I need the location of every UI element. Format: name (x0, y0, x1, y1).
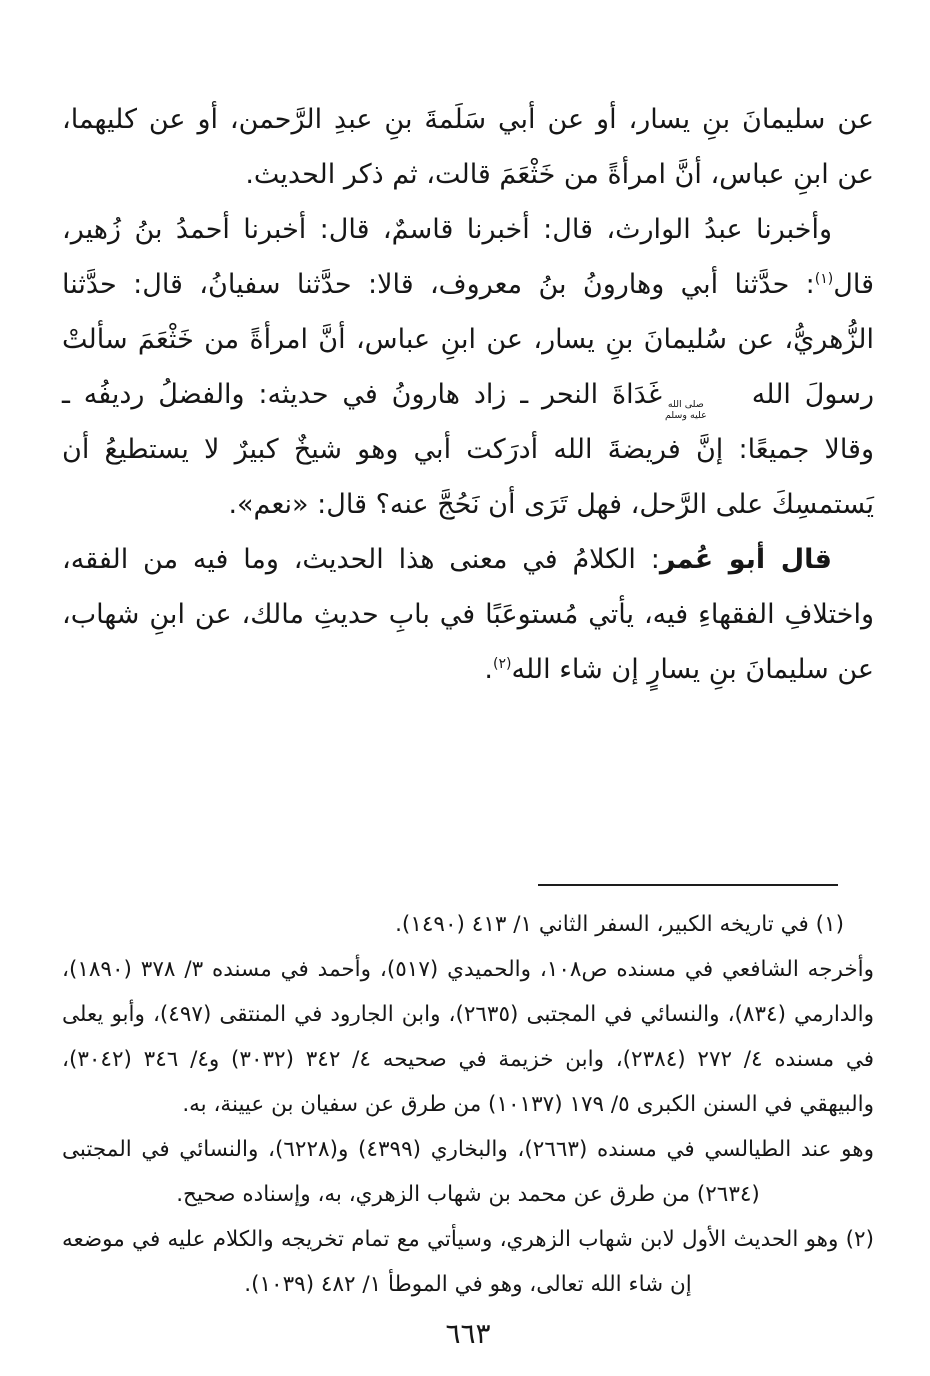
isnad-after-ref: : حدَّثنا أبي وهارونُ بنُ معروف، قالا: حدَّثنا سفيانُ، قال: حدَّثنا الزُّهريُّ، عن سُليمانَ بنِ يسار، عن ابنِ عباس، أنَّ امرأةً من خَثْعَمَ سألتْ رسولَ الله (62, 269, 874, 410)
footnote-separator-rule (538, 884, 838, 886)
page-number: ٦٦٣ (445, 1317, 491, 1350)
footnote-ref-1: (١) (814, 271, 834, 287)
isnad-before-ref: وأخبرنا عبدُ الوارث، قال: أخبرنا قاسمٌ، قال: أخبرنا أحمدُ بنُ زُهير، قال (62, 214, 874, 300)
footnote-ref-2: (٢) (493, 656, 512, 672)
main-text-block (62, 92, 874, 697)
paragraph-continuation: عن سليمانَ بنِ يسار، أو عن أبي سَلَمةَ بنِ عبدِ الرَّحمن، أو عن كليهما، عن ابنِ عباس، أنَّ امرأةً من خَثْعَمَ قالت، ثم ذكر الحديث. (62, 104, 874, 190)
honorific-saw-mark (665, 400, 749, 421)
footnotes-block (62, 902, 874, 1307)
speaker-name: قال أبو عُمر (659, 544, 832, 575)
commentary-text: : الكلامُ في معنى هذا الحديث، وما فيه من الفقه، واختلافِ الفقهاءِ فيه، يأتي مُستوعَبًا في بابِ حديثِ مالك، عن ابنِ شهاب، عن سليمانَ بنِ يسارٍ إن شاء الله (62, 544, 874, 685)
commentary-period: . (484, 654, 493, 685)
hadith-text: غَدَاةَ النحر ـ زاد هارونُ في حديثه: والفضلُ رديفُه ـ وقالا جميعًا: إنَّ فريضةَ الله أدرَكت أبي وهو شيخٌ كبيرٌ لا يستطيعُ أن يَستمسِكَ على الرَّحل، فهل تَرَى أن نَحُجَّ عنه؟ قال: «نعم». (62, 379, 874, 520)
footnote-2: (٢) وهو الحديث الأول لابن شهاب الزهري، وسيأتي مع تمام تخريجه والكلام عليه في موضعه إن شاء الله تعالى، وهو في الموطأ ١/ ٤٨٢ (١٠٣٩). (62, 1227, 874, 1297)
paragraph-commentary (62, 532, 874, 697)
paragraph-isnad (62, 202, 874, 532)
footnote-1-line-1: (١) في تاريخه الكبير، السفر الثاني ١/ ٤١٣ (١٤٩٠). (395, 912, 844, 937)
honorific-bottom: عليه وسلم (664, 409, 707, 421)
honorific-top: صلى الله (667, 399, 704, 410)
footnote-1-takhrij-2: وهو عند الطيالسي في مسنده (٢٦٦٣)، والبخاري (٤٣٩٩) و(٦٢٢٨)، والنسائي في المجتبى (٢٦٣٤) من طرق عن محمد بن شهاب الزهري، به، وإسناده صحيح. (62, 1137, 875, 1207)
footer-block (62, 884, 874, 1350)
footnote-1-takhrij: وأخرجه الشافعي في مسنده ص١٠٨، والحميدي (٥١٧)، وأحمد في مسنده ٣/ ٣٧٨ (١٨٩٠)، والدارمي (٨٣٤)، والنسائي في المجتبى (٢٦٣٥)، وابن الجارود في المنتقى (٤٩٧)، وأبو يعلى في مسنده ٤/ ٢٧٢ (٢٣٨٤)، وابن خزيمة في صحيحه ٤/ ٣٤٢ (٣٠٣٢) و٤/ ٣٤٦ (٣٠٤٢)، والبيهقي في السنن الكبرى ٥/ ١٧٩ (١٠١٣٧) من طرق عن سفيان بن عيينة، به. (62, 957, 875, 1117)
